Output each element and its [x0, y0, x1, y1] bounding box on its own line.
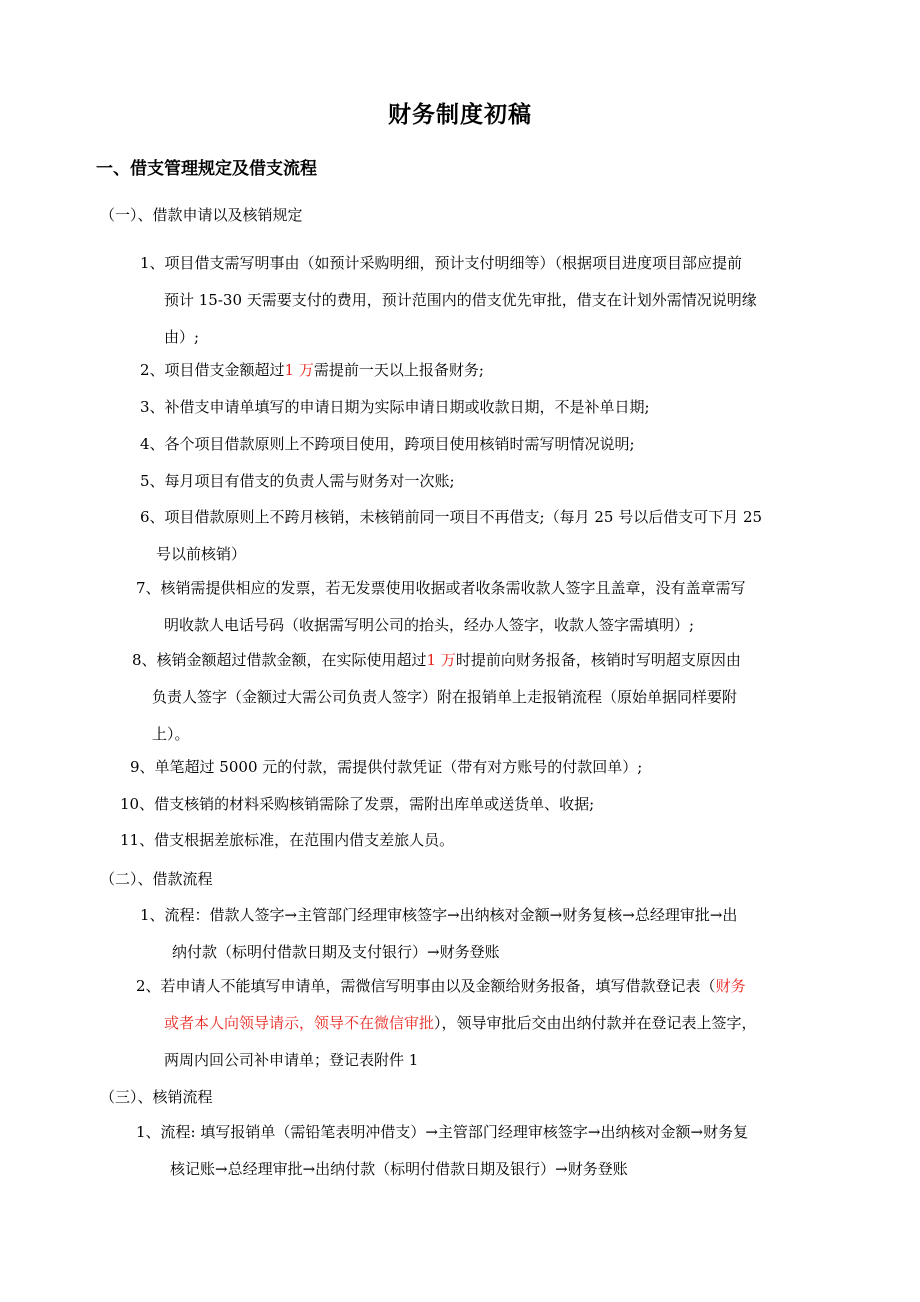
item-text: 8、核销金额超过借款金额，在实际使用超过	[132, 651, 427, 669]
rule-item-10	[120, 786, 594, 823]
highlight-amount: 1 万	[426, 651, 456, 669]
item-line: 6、项目借款原则上不跨月核销，未核销前同一项目不再借支;（每月 25 号以后借支可下月 25	[140, 508, 763, 526]
document-title: 财务制度初稿	[388, 102, 532, 128]
rule-item-2	[140, 352, 484, 389]
item-text: 时提前向财务报备，核销时写明超支原因由	[455, 651, 741, 669]
item-line: 7、核销需提供相应的发票，若无发票使用收据或者收条需收款人签字且盖章，没有盖章需写	[136, 579, 746, 597]
item-line: 3、补借支申请单填写的申请日期为实际申请日期或收款日期，不是补单日期;	[140, 398, 650, 416]
item-line: 预计 15-30 天需要支付的费用，预计范围内的借支优先审批，借支在计划外需情况说明缘	[164, 291, 757, 309]
item-line: 1、流程：借款人签字→主管部门经理审核签字→出纳核对金额→财务复核→总经理审批→出	[140, 906, 738, 924]
flow-item-2	[136, 968, 757, 1079]
item-line: 由）;	[164, 328, 200, 346]
item-text: 2、若申请人不能填写申请单，需微信写明事由以及金额给财务报备，填写借款登记表（	[136, 977, 716, 995]
rule-item-8	[132, 642, 741, 753]
subsection-heading: （一）、借款申请以及核销规定	[100, 206, 303, 224]
rule-item-6	[140, 499, 762, 573]
item-line: 负责人签字（金额过大需公司负责人签字）附在报销单上走报销流程（原始单据同样要附	[152, 688, 738, 706]
item-line: 核记账→总经理审批→出纳付款（标明付借款日期及银行）→财务登账	[170, 1160, 628, 1178]
item-line: 10、借支核销的材料采购核销需除了发票，需附出库单或送货单、收据;	[120, 795, 595, 813]
item-line	[136, 968, 757, 1005]
item-line	[136, 1005, 757, 1042]
item-line: 明收款人电话号码（收据需写明公司的抬头，经办人签字，收款人签字需填明）;	[164, 616, 695, 634]
item-line: 11、借支根据差旅标准，在范围内借支差旅人员。	[120, 831, 455, 849]
rule-item-3	[140, 389, 650, 426]
item-line: 上）。	[152, 725, 190, 743]
item-line: 号以前核销）	[156, 545, 247, 563]
rule-item-4	[140, 426, 635, 463]
item-line: 9、单笔超过 5000 元的付款，需提供付款凭证（带有对方账号的付款回单）;	[130, 758, 643, 776]
item-line	[132, 642, 741, 679]
highlight-amount: 1 万	[284, 361, 314, 379]
item-line: 5、每月项目有借支的负责人需与财务对一次账;	[140, 472, 455, 490]
subsection-heading: （二）、借款流程	[100, 870, 213, 888]
rule-item-7	[136, 570, 746, 644]
item-text: 需提前一天以上报备财务;	[313, 361, 484, 379]
rule-item-11	[120, 822, 454, 859]
highlight-text: 财务	[715, 977, 746, 995]
item-line: 1、项目借支需写明事由（如预计采购明细，预计支付明细等）（根据项目进度项目部应提前	[140, 254, 743, 272]
highlight-text: 或者本人向领导请示，领导不在微信审批	[164, 1014, 435, 1032]
rule-item-9	[130, 749, 642, 786]
item-text: 2、项目借支金额超过	[140, 361, 285, 379]
subsection-heading: （三）、核销流程	[100, 1088, 213, 1106]
item-line: 纳付款（标明付借款日期及支付银行）→财务登账	[172, 943, 500, 961]
item-line: 1、流程: 填写报销单（需铅笔表明冲借支）→主管部门经理审核签字→出纳核对金额→财务复	[136, 1123, 749, 1141]
rule-item-1	[140, 245, 757, 356]
item-line	[140, 352, 484, 389]
rule-item-5	[140, 463, 455, 500]
item-text: ），领导审批后交由出纳付款并在登记表上签字，	[434, 1014, 757, 1032]
item-line: 4、各个项目借款原则上不跨项目使用，跨项目使用核销时需写明情况说明;	[140, 435, 635, 453]
writeoff-flow-item-1	[136, 1114, 748, 1188]
section-heading: 一、借支管理规定及借支流程	[96, 159, 317, 179]
item-line: 两周内回公司补申请单；登记表附件 1	[164, 1051, 419, 1069]
flow-item-1	[140, 897, 737, 971]
